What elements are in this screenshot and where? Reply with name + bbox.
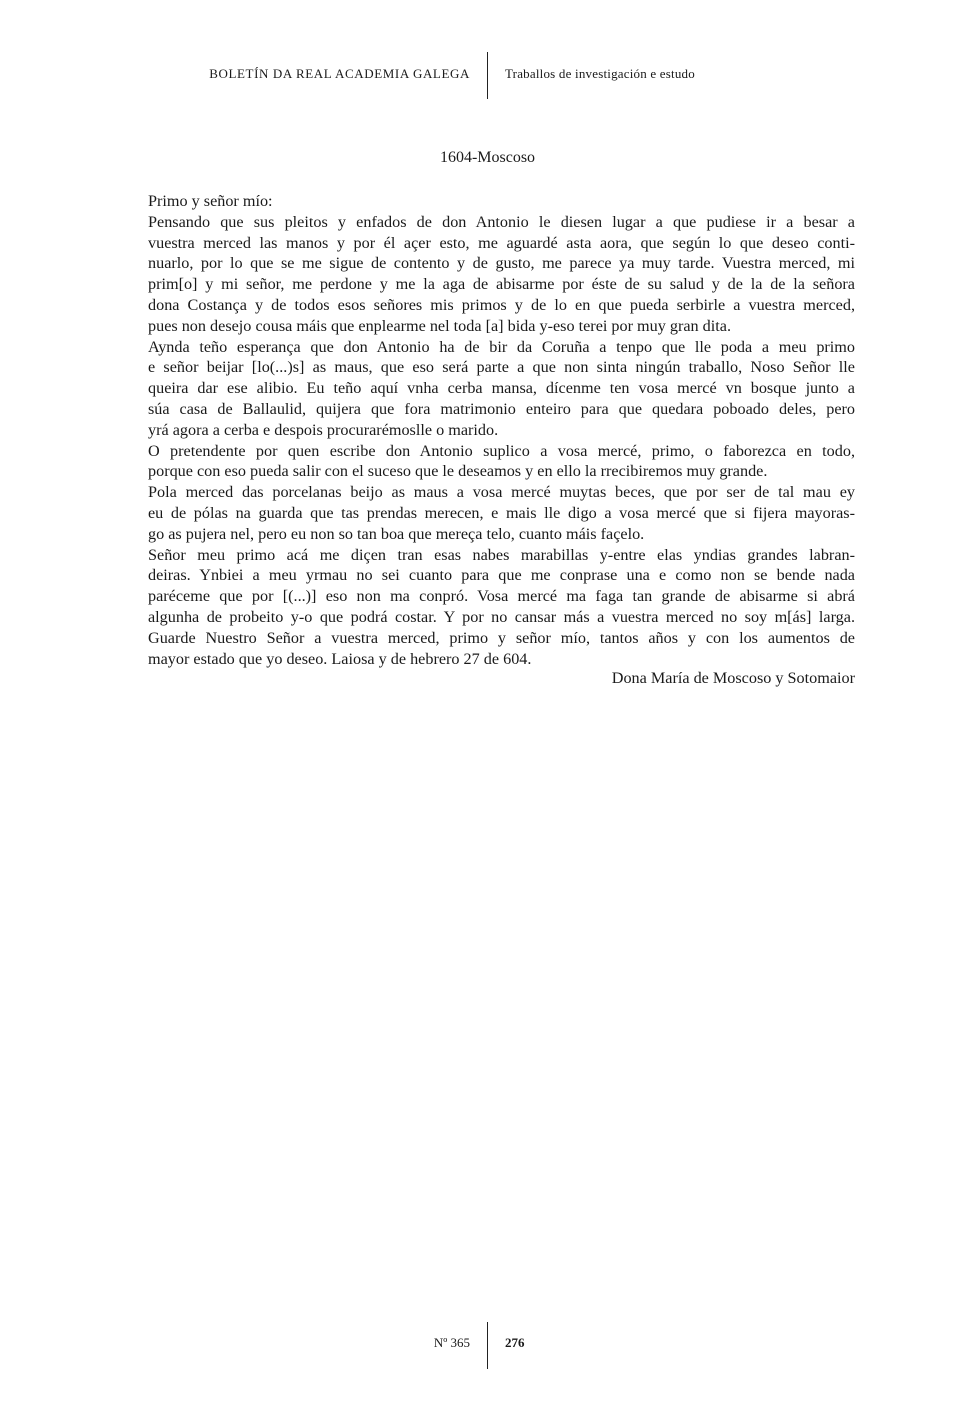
letter-title: 1604-Moscoso bbox=[439, 149, 536, 166]
letter-body bbox=[148, 191, 855, 669]
body-line: nuarlo, por lo que se me sigue de contento y de gusto, me parece ya muy tarde. Vuestra merced, mi bbox=[148, 254, 855, 273]
issue-number: Nº 365 bbox=[433, 1335, 470, 1350]
body-line: paréceme que por [(...)] eso non ma conpró. Vosa mercé ma faga tan grande de abisarme si abrá bbox=[148, 587, 855, 606]
salutation: Primo y señor mío: bbox=[148, 192, 273, 210]
body-line: dona Costança y de todos esos señores mis primos y de lo en que pueda serbirle a vuestra merced, bbox=[148, 295, 855, 314]
body-line: Pensando que sus pleitos y enfados de don Antonio le diesen lugar a que pudiese ir a besar a bbox=[148, 212, 855, 231]
body-line: vuestra merced las manos y por él açer esto, me aguardé asta aora, que según lo que deseo conti- bbox=[148, 233, 855, 252]
body-line: Aynda teño esperança que don Antonio ha de bir da Coruña a tenpo que lle poda a meu primo bbox=[148, 337, 855, 356]
body-line: deiras. Ynbiei a meu yrmau no sei cuanto para que me conprase una e como non se bende nada bbox=[148, 566, 855, 585]
body-line: súa casa de Ballaulid, quijera que fora matrimonio enteiro para que quedara poboado deles, pero bbox=[148, 399, 855, 418]
body-line: mayor estado que yo deseo. Laiosa y de hebrero 27 de 604. bbox=[148, 649, 532, 668]
body-line: algunha de probeito y-o que podrá costar. Y por no cansar más a vuestra merced no soy m[ás] larga. bbox=[148, 607, 855, 626]
body-line: Guarde Nuestro Señor a vuestra merced, primo y señor mío, tantos años y con los aumentos de bbox=[148, 628, 855, 647]
footer-divider bbox=[487, 1322, 488, 1369]
body-line: go as pujera nel, pero eu non so tan boa que mereça telo, cuanto máis façelo. bbox=[148, 524, 645, 543]
body-line: eu de pólas na guarda que tas prendas merecen, e mais lle digo a vosa mercé que si fijera mayoras- bbox=[148, 503, 855, 522]
body-line: O pretendente por quen escribe don Antonio suplico a vosa mercé, primo, o faborezca en todo, bbox=[148, 441, 855, 460]
signature: Dona María de Moscoso y Sotomaior bbox=[611, 669, 855, 687]
body-line: queira dar ese alibio. Eu teño aquí vnha cerba mansa, dícenme ten vosa mercé vn bosque junto a bbox=[148, 379, 855, 398]
journal-title: BOLETÍN DA REAL ACADEMIA GALEGA bbox=[209, 66, 470, 81]
body-line: yrá agora a cerba e despois procurarémoslle o marido. bbox=[148, 420, 499, 439]
body-line: Pola merced das porcelanas beijo as maus a vosa mercé muytas beces, que por ser de tal mau ey bbox=[148, 483, 855, 502]
body-line: prim[o] y mi señor, me perdone y me la aga de abisarme por éste de su salud y de la de la señora bbox=[148, 275, 855, 294]
body-line: porque con eso pueda salir con el suceso que le deseamos y en ello la rrecibiremos muy grande. bbox=[148, 462, 768, 481]
section-title: Traballos de investigación e estudo bbox=[505, 66, 695, 81]
body-line: e señor beijar [lo(...)s] as maus, que eso será parte a que non sinta ningún traballo, Noso Señor lle bbox=[148, 358, 855, 377]
page-number: 276 bbox=[505, 1335, 525, 1350]
body-line: Señor meu primo acá me diçen tran esas nabes marabillas y-entre elas yndias grandes labran- bbox=[148, 545, 855, 564]
body-line: pues non desejo cousa máis que enplearme nel toda [a] bida y-eso terei por muy gran dita. bbox=[148, 316, 732, 335]
header-divider bbox=[487, 52, 488, 99]
